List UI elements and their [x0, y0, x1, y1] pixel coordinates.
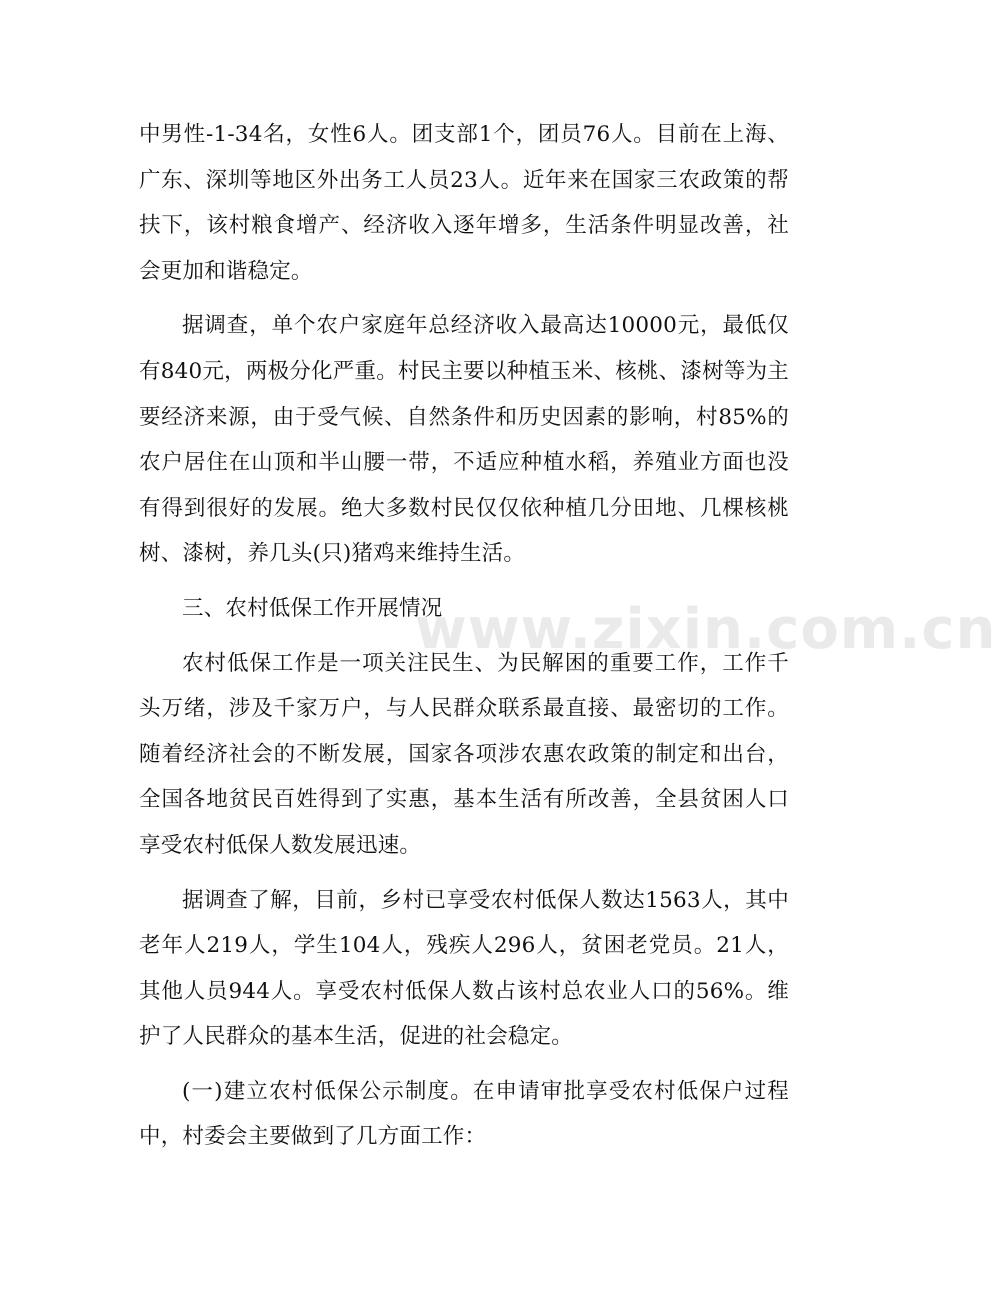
section-heading: 三、农村低保工作开展情况: [182, 595, 443, 621]
watermark: www.zixin.com.cn: [415, 597, 997, 662]
document-body: [139, 112, 789, 1169]
paragraph-population: 中男性-1-34名，女性6人。团支部1个，团员76人。目前在上海、广东、深圳等地区外出务工人员23人。近年来在国家三农政策的帮扶下，该村粮食增产、经济收入逐年增多，生活条件明显改善，社会更加和谐稳定。: [139, 122, 789, 284]
paragraph-income-survey: 据调查，单个农户家庭年总经济收入最高达10000元，最低仅有840元，两极分化严重。村民主要以种植玉米、核桃、漆树等为主要经济来源，由于受气候、自然条件和历史因素的影响，村85%的农户居住在山顶和半山腰一带，不适应种植水稻，养殖业方面也没有得到很好的发展。绝大多数村民仅仅依种植几分田地、几棵核桃树、漆树，养几头(只)猪鸡来维持生活。: [139, 313, 789, 567]
paragraph-low-income-work: 农村低保工作是一项关注民生、为民解困的重要工作，工作千头万绪，涉及千家万户，与人民群众联系最直接、最密切的工作。随着经济社会的不断发展，国家各项涉农惠农政策的制定和出台，全国各地贫民百姓得到了实惠，基本生活有所改善，全县贫困人口享受农村低保人数发展迅速。: [139, 650, 789, 858]
paragraph-low-income-stats: 据调查了解，目前，乡村已享受农村低保人数达1563人，其中老年人219人，学生104人，残疾人296人，贫困老党员。21人，其他人员944人。享受农村低保人数占该村总农业人口的56%。维护了人民群众的基本生活，促进的社会稳定。: [139, 887, 789, 1050]
paragraph-publicity-system: (一)建立农村低保公示制度。在申请审批享受农村低保户过程中，村委会主要做到了几方面工作：: [139, 1078, 789, 1150]
